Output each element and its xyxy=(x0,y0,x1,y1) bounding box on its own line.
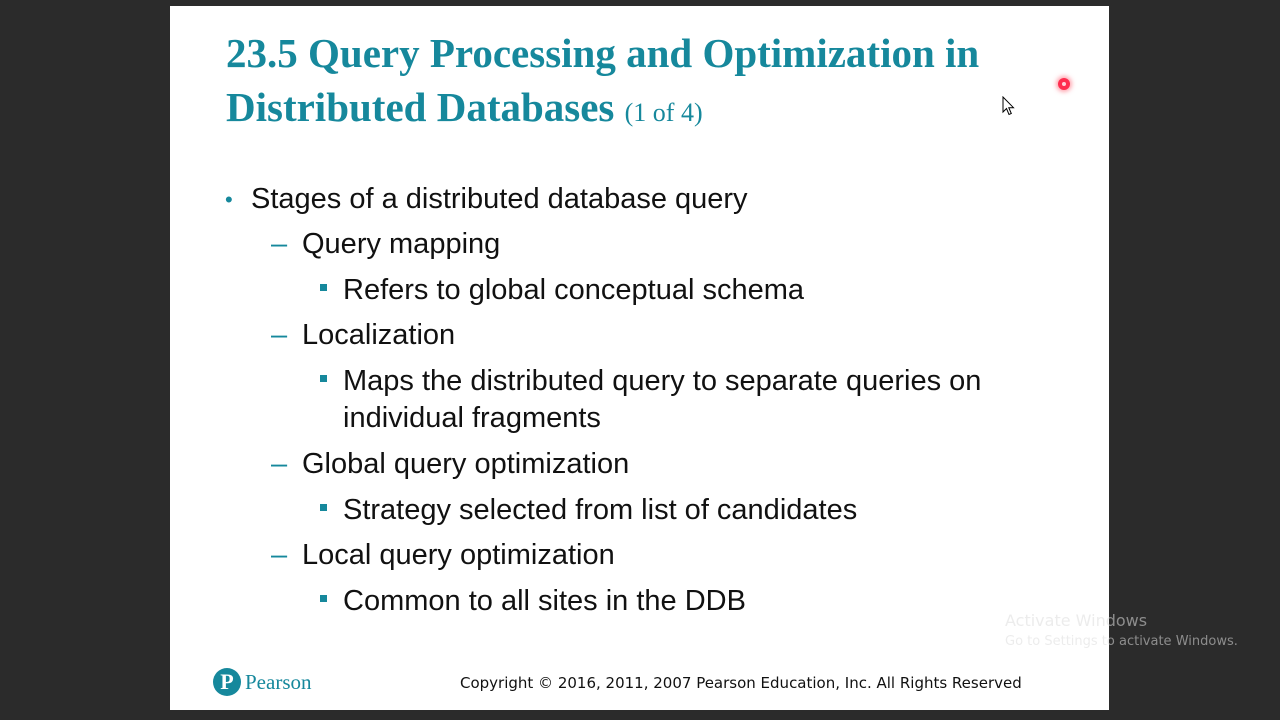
slide xyxy=(170,6,1109,710)
arrow-cursor-icon xyxy=(1002,96,1016,116)
dash-icon: – xyxy=(271,448,288,480)
bullet-dot-icon: • xyxy=(225,187,233,212)
watermark-subtitle: Go to Settings to activate Windows. xyxy=(1005,634,1238,649)
activate-windows-watermark xyxy=(1005,610,1238,652)
sub-bullet-item xyxy=(271,226,501,263)
slide-title-line2: Distributed Databases xyxy=(226,84,615,130)
sub-bullet-item xyxy=(271,537,615,574)
slide-title-line1: 23.5 Query Processing and Optimization in xyxy=(226,30,980,76)
dash-icon: – xyxy=(271,319,288,351)
dash-icon: – xyxy=(271,539,288,571)
sub-bullet-text: Localization xyxy=(302,319,456,351)
square-bullet-icon xyxy=(320,375,327,382)
pearson-logo-text: Pearson xyxy=(245,669,312,694)
sub-sub-bullet-text: Maps the distributed query to separate queries on individual fragments xyxy=(343,365,982,434)
pearson-logo xyxy=(213,666,312,698)
bullet-list xyxy=(170,6,1109,710)
dash-icon: – xyxy=(271,228,288,260)
sub-sub-bullet-text: Refers to global conceptual schema xyxy=(343,274,805,306)
sub-bullet-text: Local query optimization xyxy=(302,539,615,571)
sub-bullet-text: Global query optimization xyxy=(302,448,630,480)
sub-sub-bullet-item xyxy=(343,363,1043,437)
bullet-item xyxy=(225,181,748,218)
sub-bullet-item xyxy=(271,317,456,354)
sub-sub-bullet-item xyxy=(343,492,1043,529)
laser-pointer-icon xyxy=(1058,78,1070,90)
watermark-title: Activate Windows xyxy=(1005,611,1148,630)
sub-sub-bullet-item xyxy=(343,272,1043,309)
sub-sub-bullet-text: Strategy selected from list of candidates xyxy=(343,494,858,526)
sub-bullet-text: Query mapping xyxy=(302,228,501,260)
bullet-text: Stages of a distributed database query xyxy=(251,183,748,215)
square-bullet-icon xyxy=(320,284,327,291)
sub-sub-bullet-item xyxy=(343,583,1043,620)
square-bullet-icon xyxy=(320,595,327,602)
sub-bullet-item xyxy=(271,446,630,483)
square-bullet-icon xyxy=(320,504,327,511)
sub-sub-bullet-text: Common to all sites in the DDB xyxy=(343,585,746,617)
slide-title-counter: (1 of 4) xyxy=(624,98,703,127)
pearson-logo-icon: P xyxy=(213,668,241,696)
copyright-notice: Copyright © 2016, 2011, 2007 Pearson Education, Inc. All Rights Reserved xyxy=(460,674,1022,692)
